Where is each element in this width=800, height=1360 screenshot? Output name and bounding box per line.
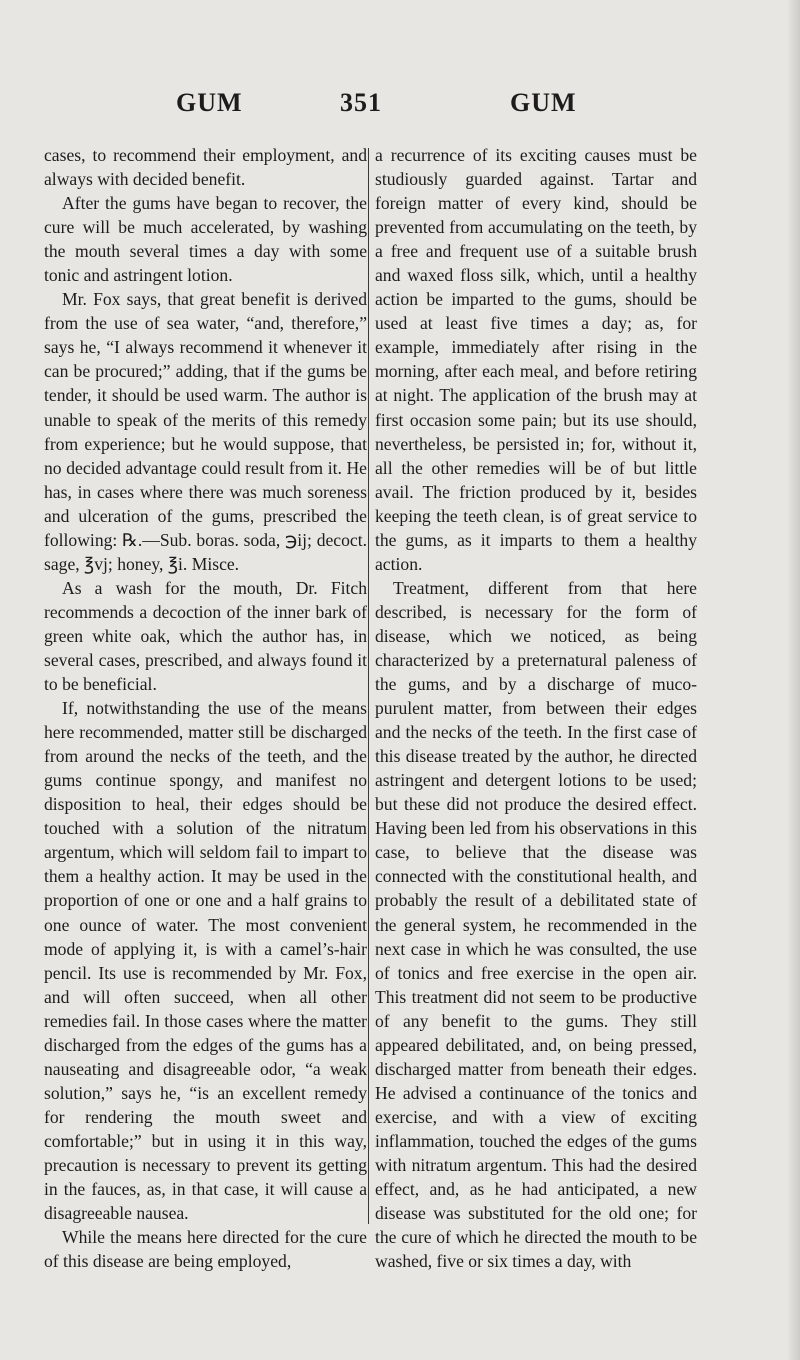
paragraph: cases, to recommend their employment, and always with decided benefit. [44,145,367,190]
paragraph: a recurrence of its exciting causes must be studiously guarded against. Tartar and foreign matter of every kind, should be prevented from accumulating on the teeth, by a free and frequent use of a suitable brush and waxed floss silk, which, until a healthy action be imparted to the gums, should be used at least five times a day; as, for example, immediately after rising in the morning, after each meal, and before retiring at night. The application of the brush may at first occasion some pain; but its use should, nevertheless, be persisted in; for, without it, all the other remedies will be of but little avail. The friction produced by it, besides keeping the teeth clean, is of great service to the gums, as it imparts to them a healthy action. [375,145,697,574]
page-number: 351 [340,88,382,117]
paragraph: Mr. Fox says, that great benefit is derived from the use of sea water, “and, therefore,” says he, “I always recommend it whenever it can be procured;” adding, that if the gums be tender, it should be used warm. The author is unable to speak of the merits of this remedy from experience; but he would suppose, that no decided advantage could result from it. He has, in cases where there was much soreness and ulceration of the gums, prescribed the following: ℞.—Sub. boras. soda, ℈ij; decoct. sage, ℥vj; honey, ℥i. Misce. [44,289,367,574]
right-text-column [375,143,697,1273]
column-divider [368,148,369,1224]
paragraph: As a wash for the mouth, Dr. Fitch recommends a decoction of the inner bark of green white oak, which the author has, in several cases, prescribed, and always found it to be beneficial. [44,577,367,695]
left-text-column [44,143,367,1273]
running-head-right: GUM [510,88,577,117]
running-head-left: GUM [176,88,243,117]
paragraph: If, notwithstanding the use of the means here recommended, matter still be discharged from around the necks of the teeth, and the gums continue spongy, and manifest no disposition to heal, their edges should be touched with a solution of the nitratum argentum, which will seldom fail to impart to them a healthy action. It may be used in the proportion of one or one and a half grains to one ounce of water. The most convenient mode of applying it, is with a camel’s-hair pencil. Its use is recommended by Mr. Fox, and will often succeed, when all other remedies fail. In those cases where the matter discharged from the edges of the gums has a nauseating and disagreeable odor, “a weak solution,” says he, “is an excellent remedy for rendering the mouth sweet and comfortable;” but in using it in this way, precaution is necessary to prevent its getting in the fauces, as, in that case, it will cause a disagreeable nausea. [44,698,367,1224]
paragraph: Treatment, different from that here described, is necessary for the form of disease, which we noticed, as being characterized by a preternatural paleness of the gums, and by a discharge of muco-purulent matter, from between their edges and the necks of the teeth. In the first case of this disease treated by the author, he directed astringent and detergent lotions to be used; but these did not produce the desired effect. Having been led from his observations in this case, to believe that the disease was connected with the constitutional health, and probably the result of a debilitated state of the general system, he recommended in the next case in which he was consulted, the use of tonics and free exercise in the open air. This treatment did not seem to be productive of any benefit to the gums. They still appeared debilitated, and, on being pressed, discharged matter from beneath their edges. He advised a continuance of the tonics and exercise, and with a view of exciting inflammation, touched the edges of the gums with nitratum argentum. This had the desired effect, and, as he had anticipated, a new disease was substituted for the old one; for the cure of which he directed the mouth to be washed, five or six times a day, with [375,577,697,1272]
running-header [0,88,800,122]
paragraph: While the means here directed for the cure of this disease are being employed, [44,1227,367,1272]
page-edge-shadow [786,0,800,1360]
paragraph: After the gums have began to recover, the cure will be much accelerated, by washing the mouth several times a day with some tonic and astringent lotion. [44,193,367,286]
